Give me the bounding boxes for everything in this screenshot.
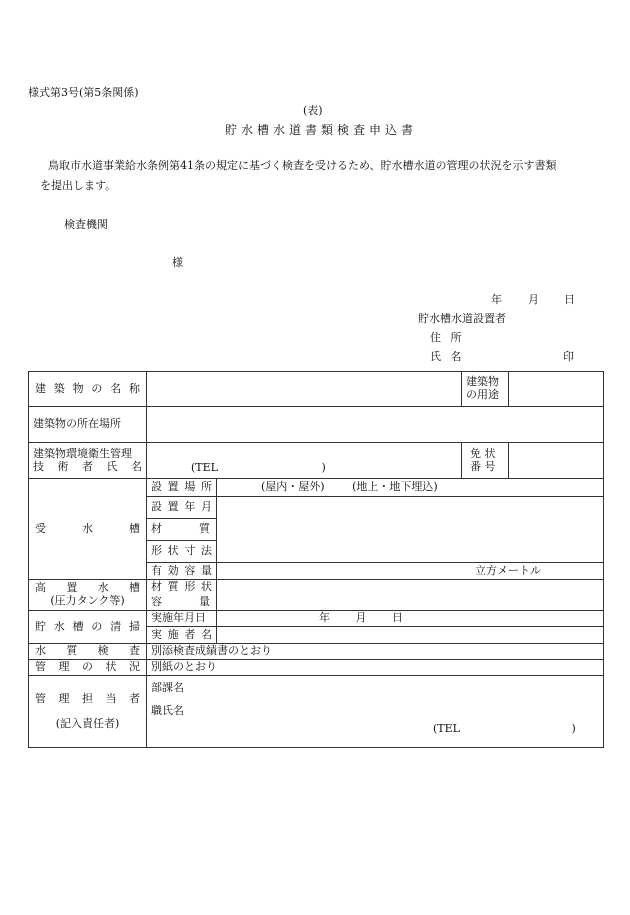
material-field[interactable] — [217, 519, 604, 541]
manager-label-cell — [29, 676, 147, 748]
manager-label-line1: 管 理 担 当 者 — [35, 691, 140, 705]
receiving-tank-label: 受 水 槽 — [35, 521, 140, 535]
effective-capacity-label-cell — [147, 563, 217, 580]
building-use-label-cell — [462, 372, 509, 407]
install-place-field[interactable] — [217, 479, 604, 497]
building-use-field[interactable] — [509, 372, 604, 407]
material-label: 材 質 — [151, 522, 210, 536]
row-building-name — [29, 372, 604, 407]
building-name-field[interactable] — [147, 372, 462, 407]
install-date-label: 設 置 年 月 — [151, 500, 212, 514]
elevated-tank-label-line1: 高 置 水 槽 — [35, 581, 140, 595]
install-date-label-cell — [147, 497, 217, 519]
document-title: 貯水槽水道書類検査申込書 — [225, 123, 418, 137]
intro-text-line2: を提出します。 — [40, 179, 117, 192]
indoor-outdoor-option[interactable]: (屋内・屋外) — [261, 480, 325, 494]
manager-label-line2: (記入責任者) — [55, 716, 120, 730]
capacity-label: 容 量 — [151, 595, 210, 609]
env-manager-label-cell — [29, 443, 147, 479]
cubic-meter-unit: 立方メートル — [475, 563, 541, 577]
manager-tel-close: ) — [571, 722, 576, 736]
material-label-cell — [147, 519, 217, 541]
water-quality-label: 水 質 検 査 — [35, 644, 140, 658]
management-status-value: 別紙のとおり — [147, 660, 604, 676]
shape-dims-label: 形 状 寸 法 — [151, 544, 212, 558]
executor-label-cell — [147, 627, 217, 644]
application-form-table — [28, 371, 604, 748]
seal-mark: 印 — [563, 350, 574, 363]
manager-field[interactable] — [147, 676, 604, 748]
license-number-field[interactable] — [509, 443, 604, 479]
intro-text-line1: 鳥取市水道事業給水条例第41条の規定に基づく検査を受けるため、貯水槽水道の管理の状況を示す書類 — [48, 159, 557, 172]
above-underground-option[interactable]: (地上・地下埋込) — [352, 480, 438, 494]
effective-capacity-label: 有 効 容 量 — [151, 563, 212, 577]
elevated-tank-label-line2: (圧力タンク等) — [50, 594, 125, 607]
management-status-label-cell — [29, 660, 147, 676]
license-label-line1: 免 状 — [470, 446, 496, 460]
env-manager-label-line2: 技 術 者 氏 名 — [33, 459, 142, 473]
water-quality-value: 別添検査成績書のとおり — [147, 644, 604, 660]
building-use-label-line1: 建築物 — [466, 375, 499, 389]
form-number: 様式第3号(第5条関係) — [28, 86, 139, 99]
row-env-manager — [29, 443, 604, 479]
effective-capacity-field[interactable] — [217, 563, 604, 580]
execution-date-field[interactable] — [217, 611, 604, 627]
install-place-label: 設 置 場 所 — [151, 480, 212, 494]
row-install-place — [29, 479, 604, 497]
shape-dims-label-cell — [147, 541, 217, 563]
capacity-label-cell — [147, 596, 217, 611]
manager-tel — [151, 723, 599, 736]
row-cleaning-date — [29, 611, 604, 627]
row-water-quality — [29, 644, 604, 660]
building-name-label-cell — [29, 372, 147, 407]
cleaning-label: 貯 水 槽 の 清 掃 — [35, 619, 140, 633]
row-manager — [29, 676, 604, 748]
applicant-title: 貯水槽水道設置者 — [418, 312, 506, 325]
side-label: (表) — [303, 104, 323, 117]
executor-field[interactable] — [217, 627, 604, 644]
execution-date-label: 実施年月日 — [147, 611, 217, 627]
install-date-field[interactable] — [217, 497, 604, 519]
manager-tel-open: (TEL — [433, 722, 460, 736]
env-manager-label-line1: 建築物環境衛生管理 — [33, 446, 132, 460]
elevated-tank-label-cell — [29, 580, 147, 611]
building-name-label: 建 築 物 の 名 称 — [35, 381, 140, 395]
date-month: 月 — [528, 293, 539, 306]
address-label: 住 所 — [430, 331, 465, 344]
env-manager-tel-close: ) — [321, 461, 326, 475]
license-label-cell — [462, 443, 509, 479]
building-use-label-line2: の用途 — [466, 388, 499, 401]
executor-label: 実 施 者 名 — [151, 627, 212, 641]
cleaning-label-cell — [29, 611, 147, 644]
management-status-label: 管 理 の 状 況 — [35, 660, 140, 674]
elevated-tank-field[interactable] — [217, 580, 604, 611]
name-label: 氏 名 — [430, 350, 465, 363]
date-year: 年 — [491, 293, 502, 306]
license-label-line2: 番 号 — [470, 459, 496, 473]
install-place-label-cell — [147, 479, 217, 497]
row-elevated-material — [29, 580, 604, 596]
receiving-tank-label-cell — [29, 479, 147, 580]
row-management-status — [29, 660, 604, 676]
dept-name-label: 部課名 — [151, 681, 184, 694]
row-location — [29, 407, 604, 443]
title-name-label: 職氏名 — [151, 703, 184, 717]
sama-label: 様 — [172, 256, 183, 269]
water-quality-label-cell — [29, 644, 147, 660]
exec-year: 年 — [319, 611, 330, 625]
location-label: 建築物の所在場所 — [29, 407, 147, 443]
material-shape-label-cell — [147, 580, 217, 596]
material-shape-label: 材 質 形 状 — [151, 580, 212, 594]
env-manager-field[interactable] — [147, 443, 462, 479]
exec-month: 月 — [355, 611, 367, 625]
date-day: 日 — [564, 293, 575, 306]
env-manager-tel-open: (TEL — [191, 461, 218, 475]
location-field[interactable] — [147, 407, 604, 443]
agency-label: 検査機関 — [64, 218, 108, 231]
shape-dims-field[interactable] — [217, 541, 604, 563]
exec-day: 日 — [392, 611, 403, 625]
